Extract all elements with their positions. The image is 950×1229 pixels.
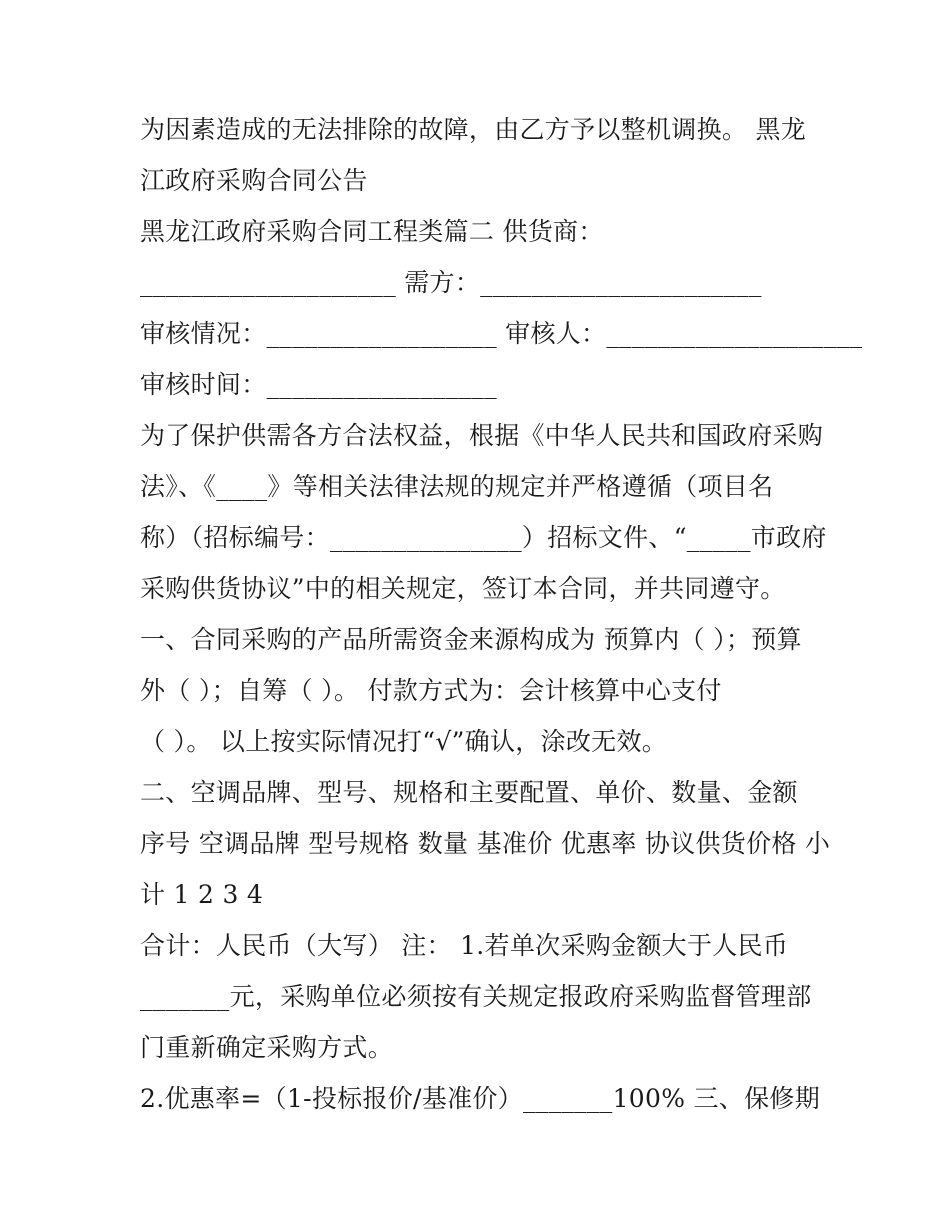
text-line: 审核时间：__________________ <box>140 370 497 399</box>
text-line: 一、合同采购的产品所需资金来源构成为 预算内（ ）；预算 <box>140 625 802 654</box>
text-line: 黑龙江政府采购合同工程类篇二 供货商： <box>140 217 604 246</box>
text-line: 序号 空调品牌 型号规格 数量 基准价 优惠率 协议供货价格 小 <box>140 829 831 858</box>
text-line: （ ）。 以上按实际情况打“√”确认，涂改无效。 <box>140 727 668 756</box>
text-line: 为因素造成的无法排除的故障，由乙方予以整机调换。 黑龙 <box>140 115 807 144</box>
text-line: 二、空调品牌、型号、规格和主要配置、单价、数量、金额 <box>140 778 798 807</box>
text-line: 为了保护供需各方合法权益，根据《中华人民共和国政府采购 <box>140 421 824 450</box>
text-line: 称）（招标编号：_______________）招标文件、“_____市政府 <box>140 523 827 552</box>
text-line: 门重新确定采购方式。 <box>140 1033 394 1062</box>
text-line: 2.优惠率=（1-投标报价/基准价）_______100% 三、保修期 <box>140 1084 820 1113</box>
text-line: 合计：人民币（大写） 注： 1.若单次采购金额大于人民币 <box>140 931 789 960</box>
text-line: 采购供货协议”中的相关规定，签订本合同，并共同遵守。 <box>140 574 786 603</box>
text-line: _______元，采购单位必须按有关规定报政府采购监督管理部 <box>140 982 812 1011</box>
text-line: 外（ ）；自筹（ ）。 付款方式为：会计核算中心支付 <box>140 676 722 705</box>
text-line: 法》、《____》等相关法律法规的规定并严格遵循（项目名 <box>140 472 774 501</box>
text-line: 计 1 2 3 4 <box>140 880 264 909</box>
text-line: 江政府采购合同公告 <box>140 166 368 195</box>
text-line: 审核情况：__________________ 审核人：____________________ <box>140 319 863 348</box>
text-line: ____________________ 需方：______________________ <box>140 268 762 297</box>
